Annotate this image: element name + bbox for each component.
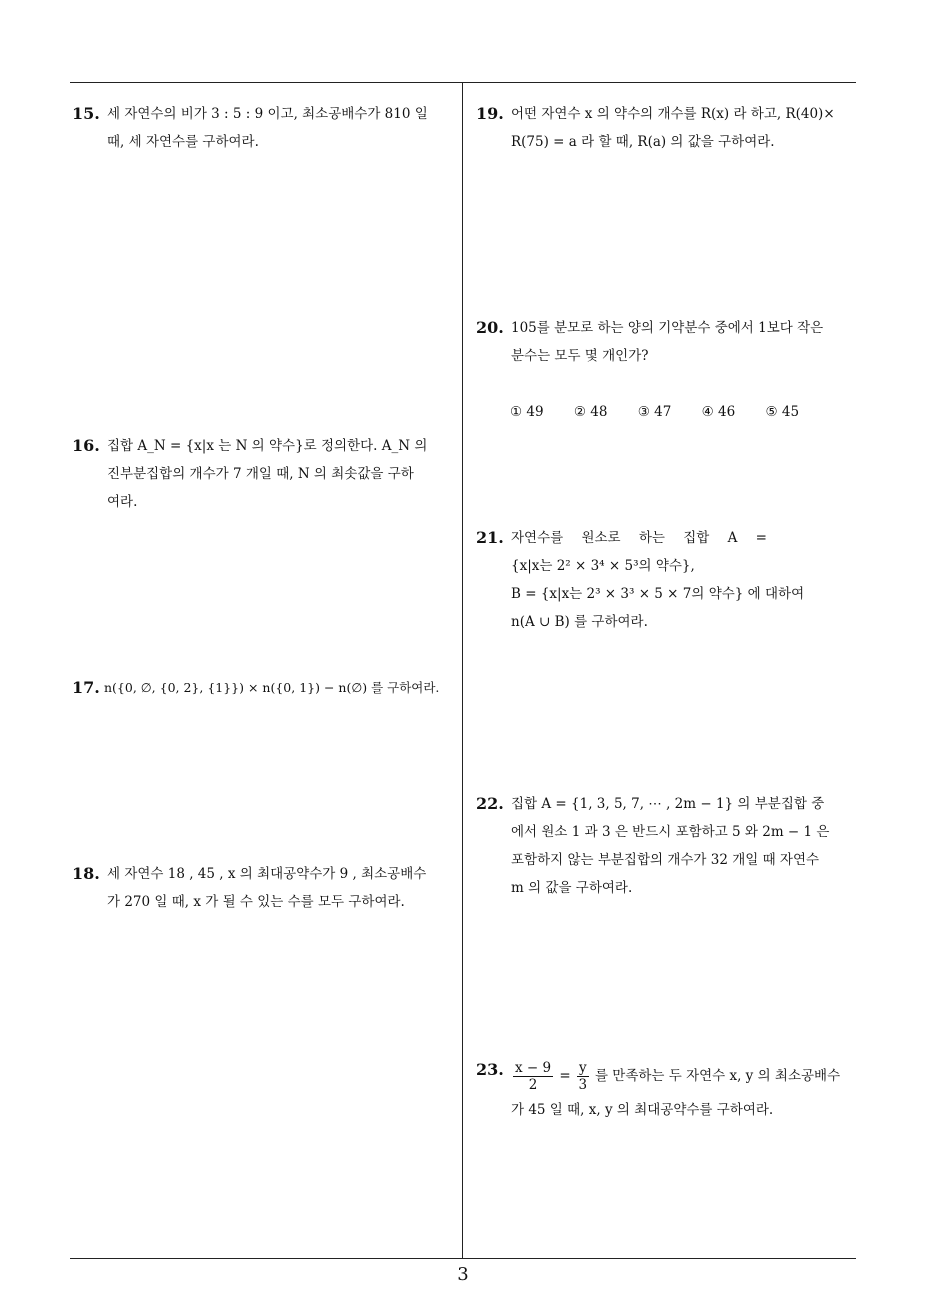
- problem-text-line: 에서 원소 1 과 3 은 반드시 포함하고 5 와 2m − 1 은: [511, 824, 830, 840]
- problem-text-line: 어떤 자연수 x 의 약수의 개수를 R(x) 라 하고, R(40)×: [511, 106, 835, 122]
- problem-text-line: 분수는 모두 몇 개인가?: [511, 348, 649, 364]
- problem-text-line: 가 270 일 때, x 가 될 수 있는 수를 모두 구하여라.: [107, 894, 405, 910]
- problem-23: [476, 1056, 858, 1124]
- problem-17: [72, 674, 457, 702]
- choice-2: ② 48: [573, 404, 608, 420]
- problem-number: 23.: [476, 1060, 504, 1079]
- equals-sign: =: [559, 1068, 571, 1084]
- problem-number: 20.: [476, 318, 504, 337]
- problem-text-line: 세 자연수의 비가 3 : 5 : 9 이고, 최소공배수가 810 일: [107, 106, 428, 122]
- problem-text-line: 105를 분모로 하는 양의 기약분수 중에서 1보다 작은: [511, 320, 824, 336]
- problem-text-line: 때, 세 자연수를 구하여라.: [107, 134, 259, 150]
- problem-20: [476, 314, 858, 370]
- top-rule: [70, 82, 856, 83]
- problem-18: [72, 860, 457, 916]
- problem-text-fragment: 를 만족하는 두 자연수 x, y 의 최소공배수: [594, 1068, 841, 1084]
- fraction-numerator: x − 9: [515, 1060, 552, 1076]
- problem-22: [476, 790, 858, 902]
- problem-number: 15.: [72, 104, 100, 123]
- problem-text-line: B = {x|x는 2³ × 3³ × 5 × 7의 약수} 에 대하여: [511, 586, 805, 602]
- problem-text-line: R(75) = a 라 할 때, R(a) 의 값을 구하여라.: [511, 134, 775, 150]
- choice-1: ① 49: [510, 404, 544, 420]
- problem-19: [476, 100, 858, 156]
- problem-text-line: 여라.: [107, 494, 138, 510]
- choice-5: ⑤ 45: [765, 404, 800, 420]
- bottom-rule: [70, 1258, 856, 1259]
- fraction: [513, 1060, 553, 1093]
- problem-21: [476, 524, 858, 636]
- problem-text-line: 진부분집합의 개수가 7 개일 때, N 의 최솟값을 구하: [107, 466, 414, 482]
- problem-15: [72, 100, 457, 156]
- problem-text-line: 집합 A_N = {x|x 는 N 의 약수}로 정의한다. A_N 의: [107, 438, 428, 454]
- problem-text-line: [511, 1056, 858, 1096]
- problem-text-line: 포함하지 않는 부분집합의 개수가 32 개일 때 자연수: [511, 852, 820, 868]
- choice-4: ④ 46: [701, 404, 736, 420]
- problem-number: 18.: [72, 864, 100, 883]
- column-divider: [462, 82, 463, 1258]
- problem-number: 21.: [476, 528, 504, 547]
- problem-text-line: 세 자연수 18 , 45 , x 의 최대공약수가 9 , 최소공배수: [107, 866, 427, 882]
- fraction-numerator: y: [579, 1060, 587, 1076]
- page-number: 3: [457, 1264, 469, 1285]
- problem-text-line: n(A ∪ B) 를 구하여라.: [511, 614, 648, 630]
- problem-text-line: m 의 값을 구하여라.: [511, 880, 633, 896]
- fraction: [577, 1060, 589, 1093]
- problem-number: 17.: [72, 678, 100, 697]
- answer-choices: [510, 398, 825, 426]
- problem-16: [72, 432, 457, 516]
- problem-number: 19.: [476, 104, 504, 123]
- fraction-denominator: 2: [528, 1077, 538, 1093]
- problem-text-line: {x|x는 2² × 3⁴ × 5³의 약수},: [511, 558, 695, 574]
- problem-text-line: n({0, ∅, {0, 2}, {1}}) × n({0, 1}) − n(∅) 를 구하여라.: [104, 680, 440, 695]
- choice-3: ③ 47: [637, 404, 672, 420]
- problem-text-line: 집합 A = {1, 3, 5, 7, ⋯ , 2m − 1} 의 부분집합 중: [511, 796, 825, 812]
- problem-text-line: 자연수를 원소로 하는 집합 A =: [511, 530, 767, 546]
- problem-number: 22.: [476, 794, 504, 813]
- problem-text-line: 가 45 일 때, x, y 의 최대공약수를 구하여라.: [511, 1102, 774, 1118]
- fraction-denominator: 3: [578, 1077, 588, 1093]
- problem-number: 16.: [72, 436, 100, 455]
